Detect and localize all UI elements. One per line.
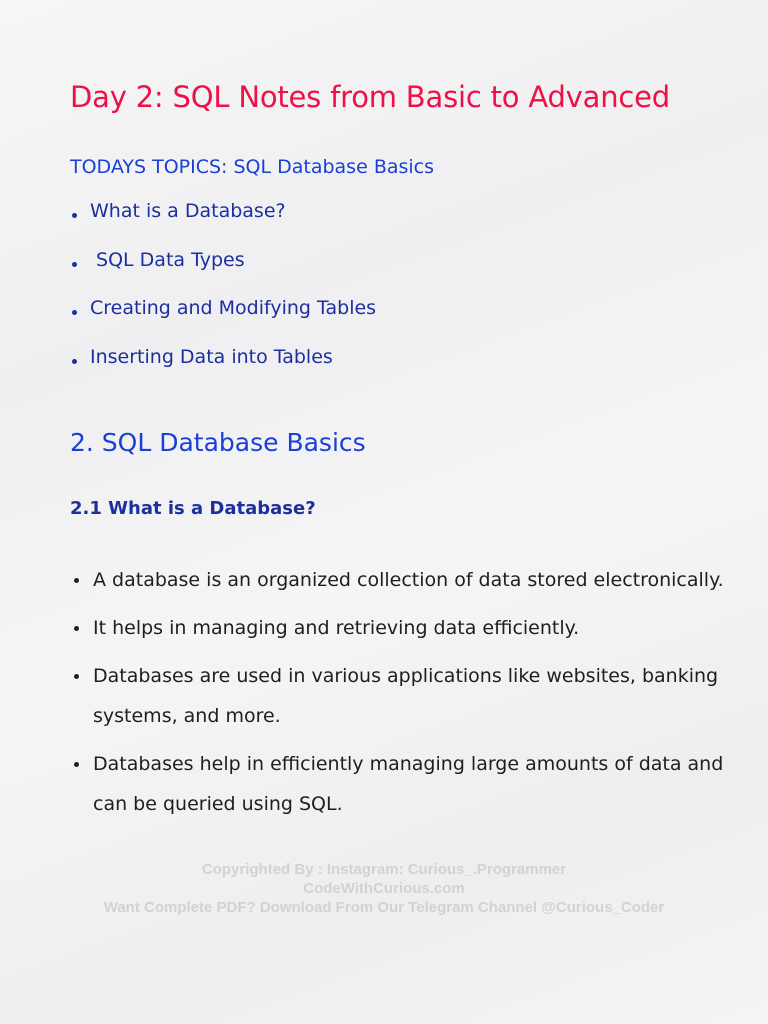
list-item <box>72 249 376 298</box>
point-text: It helps in managing and retrieving data efficiently. <box>93 617 580 639</box>
watermark <box>0 860 768 917</box>
list-item <box>74 608 724 648</box>
topic-label: Creating and Modifying Tables <box>90 297 377 319</box>
list-item <box>74 560 724 600</box>
bullet-icon <box>72 262 77 267</box>
section-heading: 2. SQL Database Basics <box>70 428 366 457</box>
page-title: Day 2: SQL Notes from Basic to Advanced <box>70 80 670 114</box>
watermark-copyright: Copyrighted By : Instagram: Curious_.Programmer <box>201 861 567 878</box>
topics-heading: TODAYS TOPICS: SQL Database Basics <box>70 156 435 178</box>
bullet-icon <box>72 213 77 218</box>
bullet-icon <box>74 762 79 767</box>
list-item <box>72 346 376 395</box>
bullet-icon <box>74 674 79 679</box>
list-item <box>74 656 724 736</box>
bullet-icon <box>74 626 79 631</box>
list-item <box>72 200 376 249</box>
bullet-icon <box>72 359 77 364</box>
subsection-heading: 2.1 What is a Database? <box>70 498 316 519</box>
point-text: Databases are used in various applications like websites, banking systems, and more. <box>93 665 719 727</box>
list-item <box>74 744 724 824</box>
topic-label: SQL Data Types <box>90 248 245 271</box>
point-text: Databases help in efficiently managing large amounts of data and can be queried using SQL. <box>93 753 724 815</box>
bullet-icon <box>74 578 79 583</box>
bullet-icon <box>72 310 77 315</box>
topic-label: What is a Database? <box>90 200 286 222</box>
topic-label: Inserting Data into Tables <box>90 345 333 368</box>
watermark-telegram: Want Complete PDF? Download From Our Telegram Channel @Curious_Coder <box>103 899 665 916</box>
watermark-site: CodeWithCurious.com <box>303 880 465 897</box>
definition-list <box>74 560 724 832</box>
point-text: A database is an organized collection of data stored electronically. <box>93 569 724 591</box>
list-item <box>72 297 376 346</box>
topic-list <box>72 200 376 394</box>
